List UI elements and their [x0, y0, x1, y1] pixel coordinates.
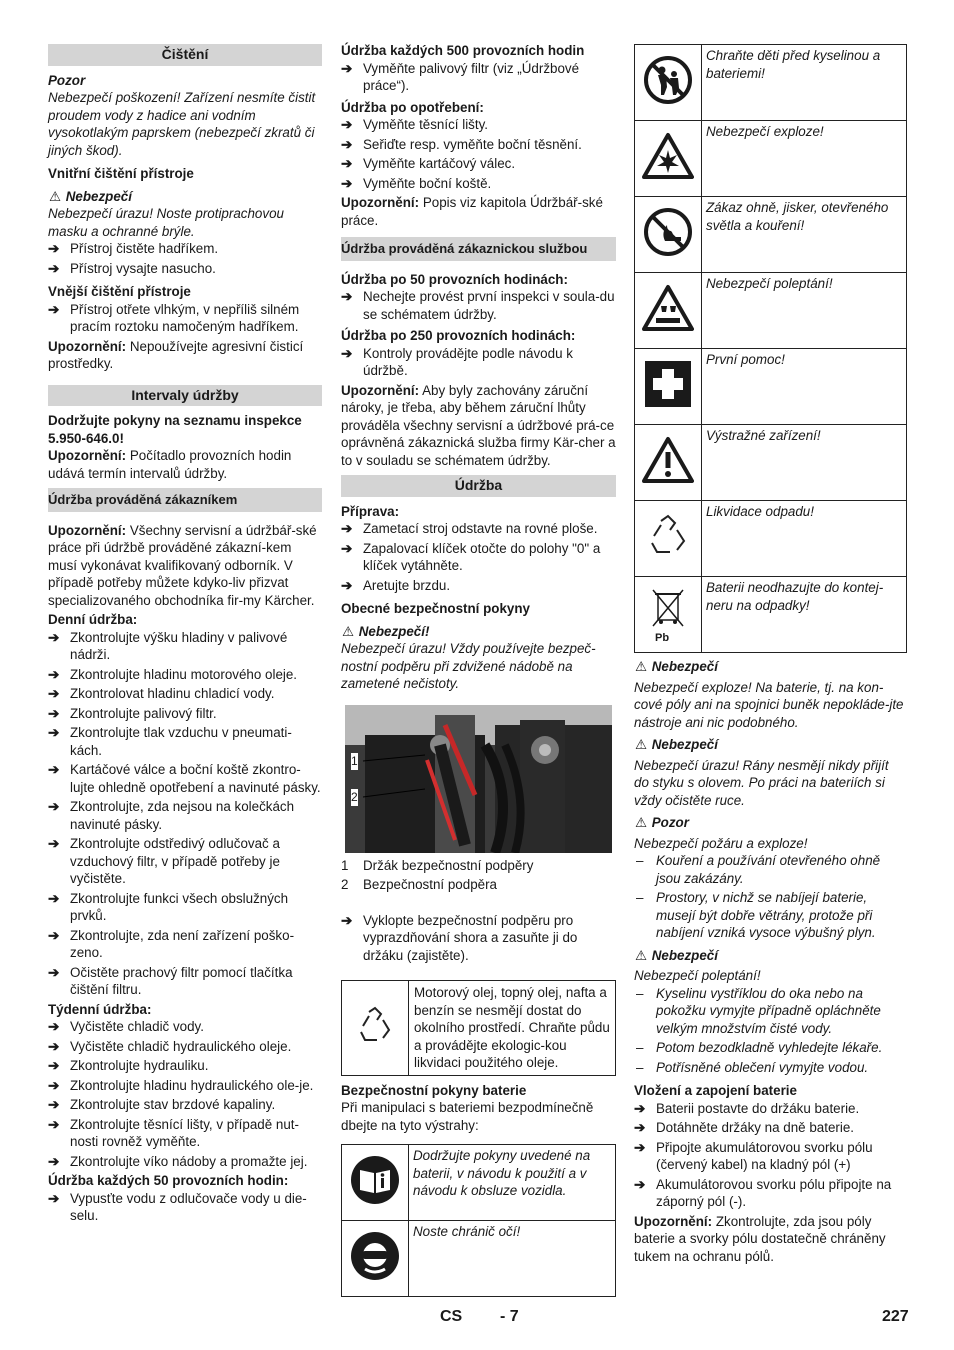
s250-title: Údržba po 250 provozních hodinách:: [341, 328, 576, 343]
section-title-cleaning: Čištění: [48, 44, 322, 66]
h50-title: Údržba každých 50 provozních hodin:: [48, 1173, 289, 1188]
explosion-icon: [635, 121, 702, 197]
list-item: ➔ Vypusťte vodu z odlučovače vody u die-selu.: [48, 1190, 322, 1225]
list-item: ➔ Aretujte brzdu.: [341, 577, 616, 595]
battery-safety-title: Bezpečnostní pokyny baterie: [341, 1082, 527, 1098]
no-fire-icon: [635, 197, 702, 273]
oil-notice-text: Motorový olej, topný olej, nafta a benzín se nesmějí dostat do okolního prostředí. Chraňte půdu a provádějte ekologic-kou likvidaci použitého oleje.: [409, 981, 616, 1076]
outer-cleaning-title: Vnější čištění přístroje: [48, 284, 191, 299]
list-item: – Potřísněné oblečení vymyjte vodou.: [634, 1059, 907, 1077]
section-title-service-maintenance: Údržba prováděná zákaznickou službou: [341, 237, 616, 261]
note-2: Upozornění: Počítadlo provozních hodin udává termín intervalů údržby.: [48, 448, 292, 481]
note-battery: Upozornění: Zkontrolujte, zda jsou póly baterie a svorky pólu dostatečně chráněny tukem na ochranu pólů.: [634, 1213, 886, 1264]
note-2: Upozornění: Aby byly zachovány záruční nároky, je třeba, aby během záruční lhůty prováděla všechny servisní a údržbové prá-ce oprávněná zákaznická služba firmy Kär-cher a to v souladu se schématem údržby.: [341, 382, 616, 468]
note-3: Upozornění: Všechny servisní a údržbář-ské práce při údržbě prováděné zákazní-kem musí vykonávat kvalifikovaný odborník. V případě potřeby můžete kdyko-liv přizvat specializovaného obchodníka fir-my Kärcher.: [48, 522, 317, 608]
warning-icon: ⚠: [341, 623, 354, 639]
danger-label: Nebezpečí!: [358, 623, 430, 639]
support-photo: [345, 705, 612, 853]
list-item: ➔ Vyčistěte chladič hydraulického oleje.: [48, 1038, 322, 1056]
list-item: – Kyselinu vystříklou do oka nebo na pokožku vymyjte případně opláchněte velkým množstvím čisté vody.: [634, 985, 907, 1038]
warning-row-text: Baterii neodhazujte do kontej-neru na odpadky!: [702, 577, 907, 653]
danger-text: Nebezpečí exploze! Na baterie, tj. na kon-cové póly ani na spojnici buněk nepokláde-jte nástroje ani nic podobného.: [634, 679, 904, 730]
general-safety-title: Obecné bezpečnostní pokyny: [341, 601, 530, 616]
danger-label: Nebezpečí: [651, 737, 718, 752]
warning-triangle-icon: [635, 425, 702, 501]
danger-label: Nebezpečí: [65, 188, 132, 204]
warning-row-text: Nebezpečí exploze!: [702, 121, 907, 197]
list-item: ➔ Zapalovací klíček otočte do polohy "0" a klíček vytáhněte.: [341, 540, 616, 575]
warning-icon: ⚠: [634, 815, 647, 830]
no-bin-icon: [635, 577, 702, 653]
h500-list: [341, 60, 616, 95]
battery-icons-table: [341, 1144, 616, 1297]
s50-title: Údržba po 50 provozních hodinách:: [341, 271, 568, 287]
battery-safety-text: Při manipulaci s bateriemi bezpodmínečně dbejte na tyto výstrahy:: [341, 1100, 594, 1133]
list-item: ➔ Přístroj otřete vlhkým, v nepříliš silném pracím roztoku namočeným hadříkem.: [48, 301, 322, 336]
list-item: ➔ Dotáhněte držáky na dně baterie.: [634, 1119, 907, 1137]
section-title-intervals: Intervaly údržby: [48, 385, 322, 407]
list-item: ➔ Akumulátorovou svorku pólu připojte na záporný pól (-).: [634, 1176, 907, 1211]
wear-title: Údržba po opotřebení:: [341, 99, 484, 115]
warning-icon: ⚠: [634, 737, 647, 752]
manual-icon: [342, 1145, 409, 1221]
photo-label-2: 2: [351, 789, 358, 807]
caution-text: Nebezpečí poškození! Zařízení nesmíte čistit proudem vody z hadice ani vodním vysokotlakým paprskem (nebezpečí zkratů či jiných škod).: [48, 90, 316, 158]
warning-icon: ⚠: [634, 659, 647, 674]
corrosive-icon: [635, 273, 702, 349]
danger-text: Nebezpečí úrazu! Vždy používejte bezpeč-nostní podpěru při zdvižené nádobě na zametené nečistoty.: [341, 641, 596, 691]
note-1: Upozornění: Nepoužívejte agresivní čisticí prostředky.: [48, 338, 304, 371]
weekly-title: Týdenní údržba:: [48, 1001, 152, 1017]
danger-label: Nebezpečí: [651, 947, 718, 963]
warning-row-text: Likvidace odpadu!: [702, 501, 907, 577]
h50-list: [48, 1190, 322, 1225]
danger-label: Nebezpečí: [651, 659, 718, 674]
daily-title: Denní údržba:: [48, 612, 138, 627]
warning-icon: ⚠: [634, 947, 647, 963]
s250-list: [341, 345, 616, 380]
section-title-customer-maintenance: Údržba prováděná zákazníkem: [48, 488, 322, 512]
danger-text: Nebezpečí poleptání!: [634, 968, 761, 983]
photo-label-1: 1: [351, 753, 358, 771]
list-item: ➔ Zkontrolujte výšku hladiny v palivové nádrži.: [48, 629, 322, 664]
list-item: ➔ Zkontrolujte, zda nejsou na kolečkách navinuté pásky.: [48, 798, 322, 833]
column-2: [341, 44, 616, 1297]
oil-notice-table: [341, 980, 616, 1076]
outer-cleaning-list: [48, 301, 322, 336]
list-item: ➔ Seřiďte resp. vyměňte boční těsnění.: [341, 136, 616, 154]
warning-row-text: Výstražné zařízení!: [702, 425, 907, 501]
list-item: – Potom bezodkladně vyhledejte lékaře.: [634, 1039, 907, 1057]
battery-row-text: Noste chránič očí!: [409, 1221, 616, 1297]
footer-page-number: 227: [882, 1308, 909, 1325]
caution-text: Nebezpečí požáru a exploze!: [634, 835, 808, 851]
list-item: ➔ Zkontrolujte, zda není zařízení poško-zeno.: [48, 927, 322, 962]
inner-cleaning-title: Vnitřní čištění přístroje: [48, 166, 194, 181]
list-item: ➔ Přístroj čistěte hadříkem.: [48, 240, 322, 258]
warning-row-text: Chraňte děti před kyselinou a bateriemi!: [702, 45, 907, 121]
caution-label: Pozor: [48, 72, 86, 88]
list-item: ➔ Přístroj vysajte nasucho.: [48, 260, 322, 278]
prep-list: [341, 520, 616, 594]
list-item: ➔ Zametací stroj odstavte na rovné ploše.: [341, 520, 616, 538]
inspection-title: Dodržujte pokyny na seznamu inspekce 5.950-646.0!: [48, 413, 302, 446]
footer-language: CS: [440, 1308, 463, 1325]
legend-item: 2 Bezpečnostní podpěra: [341, 877, 498, 892]
recycle-icon: [342, 981, 409, 1076]
footer-section-page: - 7: [500, 1308, 519, 1325]
column-1: [48, 44, 322, 1227]
list-item: ➔ Vyměňte boční koště.: [341, 175, 616, 193]
list-item: ➔ Kartáčové válce a boční koště zkontro-lujte ohledně opotřebení a navinuté pásky.: [48, 761, 322, 796]
list-item: ➔ Zkontrolujte stav brzdové kapaliny.: [48, 1096, 322, 1114]
list-item: ➔ Zkontrolujte palivový filtr.: [48, 705, 322, 723]
section-title-maintenance: Údržba: [341, 475, 616, 497]
pb-label: Pb: [655, 632, 670, 644]
list-item: ➔ Kontroly provádějte podle návodu k údržbě.: [341, 345, 616, 380]
fold-list: [341, 912, 616, 965]
list-item: ➔ Vyměňte kartáčový válec.: [341, 155, 616, 173]
column-3: [634, 44, 907, 1265]
list-item: ➔ Baterii postavte do držáku baterie.: [634, 1100, 907, 1118]
list-item: ➔ Zkontrolujte víko nádoby a promažte jej.: [48, 1153, 322, 1171]
list-item: ➔ Vyčistěte chladič vody.: [48, 1018, 322, 1036]
list-item: ➔ Zkontrolujte hydrauliku.: [48, 1057, 322, 1075]
list-item: ➔ Zkontrolujte těsnící lišty, v případě nut-nosti rovněž vyměňte.: [48, 1116, 322, 1151]
list-item: ➔ Vyměňte palivový filtr (viz „Údržbové práce“).: [341, 60, 616, 95]
prep-title: Příprava:: [341, 503, 400, 519]
list-item: ➔ Zkontrolujte tlak vzduchu v pneumati-kách.: [48, 724, 322, 759]
weekly-list: [48, 1018, 322, 1170]
list-item: ➔ Zkontrolujte hladinu hydraulického ole-je.: [48, 1077, 322, 1095]
acid-list: [634, 985, 907, 1077]
list-item: – Kouření a používání otevřeného ohně jsou zakázány.: [634, 852, 907, 887]
list-item: ➔ Zkontrolovat hladinu chladicí vody.: [48, 685, 322, 703]
warning-icon: ⚠: [48, 188, 61, 204]
insert-battery-title: Vložení a zapojení baterie: [634, 1083, 797, 1098]
battery-row-text: Dodržujte pokyny uvedené na baterii, v návodu k použití a v návodu k obsluze vozidla.: [409, 1145, 616, 1221]
machine-photo-image: [345, 705, 612, 853]
note-1: Upozornění: Popis viz kapitola Údržbář-ské práce.: [341, 195, 603, 228]
keep-children-away-icon: [635, 45, 702, 121]
fire-list: [634, 852, 907, 942]
recycle-icon: [635, 501, 702, 577]
first-aid-icon: [635, 349, 702, 425]
list-item: ➔ Zkontrolujte hladinu motorového oleje.: [48, 666, 322, 684]
list-item: ➔ Vyklopte bezpečnostní podpěru pro vyprazdňování shora a zasuňte ji do držáku (zajistěte).: [341, 912, 616, 965]
warning-row-text: Nebezpečí poleptání!: [702, 273, 907, 349]
battery-warning-table: [634, 44, 907, 653]
danger-text: Nebezpečí úrazu! Noste protiprachovou masku a ochranné brýle.: [48, 206, 284, 239]
list-item: ➔ Vyměňte těsnící lišty.: [341, 116, 616, 134]
goggles-icon: [342, 1221, 409, 1297]
warning-row-text: První pomoc!: [702, 349, 907, 425]
legend-item: 1 Držák bezpečnostní podpěry: [341, 857, 534, 873]
danger-text: Nebezpečí úrazu! Rány nesmějí nikdy přijít do styku s olovem. Po práci na bateriích si vždy očistěte ruce.: [634, 757, 889, 808]
list-item: – Prostory, v nichž se nabíjejí baterie, musejí být dobře větrány, protože při nabíjení vzniká vysoce výbušný plyn.: [634, 889, 907, 942]
warning-row-text: Zákaz ohně, jisker, otevřeného světla a kouření!: [702, 197, 907, 273]
list-item: ➔ Zkontrolujte odstředivý odlučovač a vzduchový filtr, v případě potřeby je vyčistěte.: [48, 835, 322, 888]
inner-cleaning-list: [48, 240, 322, 277]
caution-label: Pozor: [651, 815, 689, 830]
photo-legend: [341, 857, 616, 894]
list-item: ➔ Zkontrolujte funkci všech obslužných prvků.: [48, 890, 322, 925]
h500-title: Údržba každých 500 provozních hodin: [341, 43, 585, 58]
list-item: ➔ Připojte akumulátorovou svorku pólu (červený kabel) na kladný pól (+): [634, 1139, 907, 1174]
s50-list: [341, 288, 616, 323]
list-item: ➔ Očistěte prachový filtr pomocí tlačítka čištění filtru.: [48, 964, 322, 999]
insert-battery-list: [634, 1100, 907, 1211]
daily-list: [48, 629, 322, 999]
list-item: ➔ Nechejte provést první inspekci v soula-du se schématem údržby.: [341, 288, 616, 323]
wear-list: [341, 116, 616, 192]
